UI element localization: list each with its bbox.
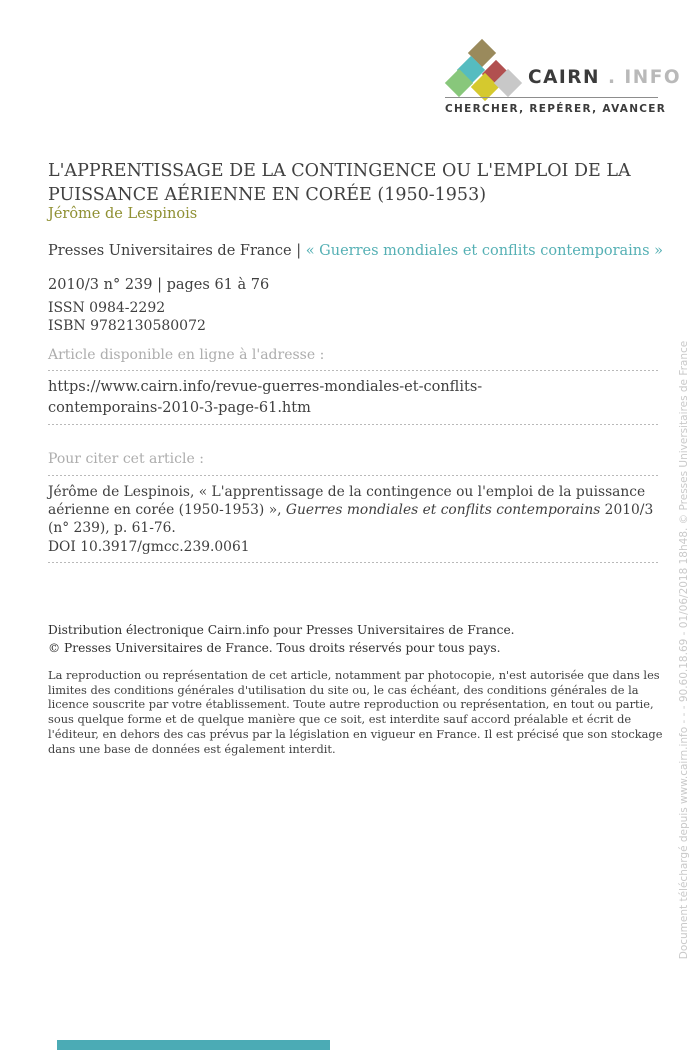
doi-line: DOI 10.3917/gmcc.239.0061 bbox=[48, 538, 250, 555]
isbn-line: ISBN 9782130580072 bbox=[48, 317, 206, 334]
online-availability-label: Article disponible en ligne à l'adresse : bbox=[48, 347, 325, 363]
copyright-line: © Presses Universitaires de France. Tous droits réservés pour tous pays. bbox=[48, 641, 501, 655]
legal-notice: La reproduction ou représentation de cet article, notamment par photocopie, n'est autorisée que dans les limites des conditions générales d'utilisation du site ou, le cas échéant, des conditions générales de la licence souscrite par votre établissement. Toute autre reproduction ou représentation, en tout ou partie, sous quelque forme et de quelque manière que ce soit, est interdite sauf accord préalable et écrit de l'éditeur, en dehors des cas prévus par la législation en vigueur en France. Il est précisé que son stockage dans une base de données est également interdit. bbox=[48, 668, 663, 756]
citation-block bbox=[48, 483, 662, 556]
download-watermark: Document téléchargé depuis www.cairn.info - - - 90.60.18.69 - 01/06/2018 18h48. © Presses Universitaires de France bbox=[678, 340, 690, 960]
dashed-divider bbox=[48, 424, 660, 425]
citation-text-before: Jérôme de Lespinois, « L'apprentissage de la contingence ou l'emploi de la puissance aérienne en corée (1950-1953) », bbox=[48, 484, 646, 519]
logo-tagline: CHERCHER, REPÉRER, AVANCER bbox=[445, 103, 667, 115]
dashed-divider bbox=[48, 475, 660, 476]
article-author: Jérôme de Lespinois bbox=[48, 206, 198, 222]
article-url-line2[interactable]: contemporains-2010-3-page-61.htm bbox=[48, 400, 311, 416]
distribution-line: Distribution électronique Cairn.info pour Presses Universitaires de France. bbox=[48, 623, 515, 637]
cairn-logo-wordmark bbox=[528, 67, 681, 88]
logo-divider bbox=[445, 97, 658, 98]
article-url-line1[interactable]: https://www.cairn.info/revue-guerres-mondiales-et-conflits- bbox=[48, 379, 483, 395]
logo-brand-text: CAIRN bbox=[528, 67, 601, 88]
dashed-divider bbox=[48, 370, 660, 371]
issue-pages-line: 2010/3 n° 239 | pages 61 à 76 bbox=[48, 277, 270, 293]
citation-label: Pour citer cet article : bbox=[48, 451, 204, 467]
publisher-name: Presses Universitaires de France bbox=[48, 243, 297, 259]
identifiers-block bbox=[48, 300, 206, 335]
citation-journal-italic: Guerres mondiales et conflits contemporains bbox=[285, 502, 601, 519]
journal-color-bar bbox=[57, 1040, 330, 1050]
journal-link[interactable]: « Guerres mondiales et conflits contemporains » bbox=[305, 243, 664, 259]
dashed-divider bbox=[48, 562, 660, 563]
logo-suffix-text: . INFO bbox=[600, 67, 682, 88]
cairn-logo-icon bbox=[445, 38, 529, 100]
article-title: L'APPRENTISSAGE DE LA CONTINGENCE OU L'EMPLOI DE LA PUISSANCE AÉRIENNE EN CORÉE (1950-1953) bbox=[48, 161, 631, 205]
publisher-line bbox=[48, 243, 663, 259]
citation-text-after: 2010/3 (n° 239), p. 61-76. bbox=[48, 502, 654, 537]
article-url-link[interactable] bbox=[48, 377, 662, 419]
issn-line: ISSN 0984-2292 bbox=[48, 300, 166, 316]
publisher-separator: | bbox=[296, 243, 306, 259]
distribution-block bbox=[48, 621, 662, 657]
